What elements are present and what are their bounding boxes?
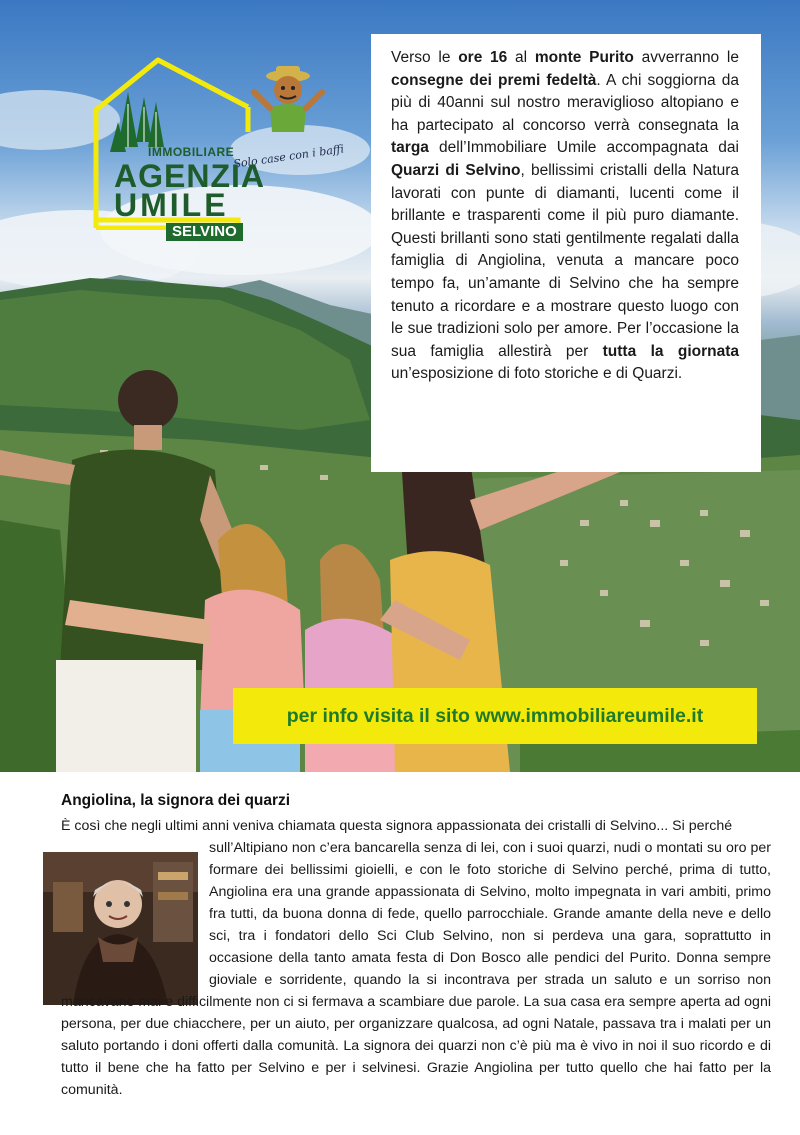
logo-selvino-text: SELVINO [166,223,243,241]
logo-agenzia-text: AGENZIA [114,158,265,194]
logo-slogan: Solo case con i baffi [232,142,345,171]
event-info-text: Verso le ore 16 al monte Purito avverranno le consegne dei premi fedeltà. A chi soggiorna da più di 40anni sul nostro meraviglioso altopiano e ha partecipato al concorso verrà consegnata la targa dell’Immobiliare Umile accompagnata dai Quarzi di Selvino, bellissimi cristalli della Natura lavorati con punte di diamanti, lucenti come il brillante e trasparenti come il più puro diamante. Questi brillanti sono stati gentilmente regalati dalla famiglia di Angiolina, venuta a mancare poco tempo fa, un’amante di Selvino che ha sempre tenuto a ricordare e a mostrare questo luogo con le sue tradizioni solo per amore. Per l’occasione la sua famiglia allestirà per tutta la giornata un’esposizione di foto storiche e di Quarzi. [391,49,739,383]
logo-umile-text: UMILE [114,187,229,223]
agency-logo[interactable] [88,52,348,240]
logo-immobiliare-text: IMMOBILIARE [148,145,235,159]
photo-spacer [61,837,201,991]
mascot-icon [248,58,328,138]
website-link[interactable]: per info visita il sito www.immobiliareumile.it [286,704,704,727]
website-banner[interactable] [233,688,757,744]
event-info-box [371,34,761,472]
article-title: Angiolina, la signora dei quarzi [61,792,291,809]
article-body [61,837,771,1101]
article-lead-line: È così che negli ultimi anni veniva chiamata questa signora appassionata dei cristalli di Selvino... Si perché [61,818,733,834]
article-body-text: sull’Altipiano non c’era bancarella senza di lei, con i suoi quarzi, nudi o montati su oro per formare dei bellissimi gioielli, e con le foto storiche di Selvino perché, prima di tutto, Angiolina era una grande appassionata di Selvino, molto impegnata in vari ambiti, primo fra tutti, da buona donna di fede, quello parrocchiale. Grande amante della neve e dello sci, tra i fondatori dello Sci Club Selvino, non si perdeva una gara, soprattutto in occasione della tanto amata festa di Don Bosco alle pendici del Purito. Donna sempre gioviale e sorridente, quando la si incontrava per strada un saluto e un sorriso non mancavano mai e difficilmente non ci si fermava a scambiare due parole. La sua casa era sempre aperta ad ogni persona, per due chiacchere, per un aiuto, per organizzare qualcosa, ad ogni Natale, passava tra i malati per un saluto portando i doni offerti dalla comunità. La signora dei quarzi non c’è più ma è vivo in noi il suo ricordo e di tutto il bene che ha fatto per Selvino e per i selvinesi. Grazie Angiolina per tutto quello che hai fatto per la comunità. [61,840,771,1098]
